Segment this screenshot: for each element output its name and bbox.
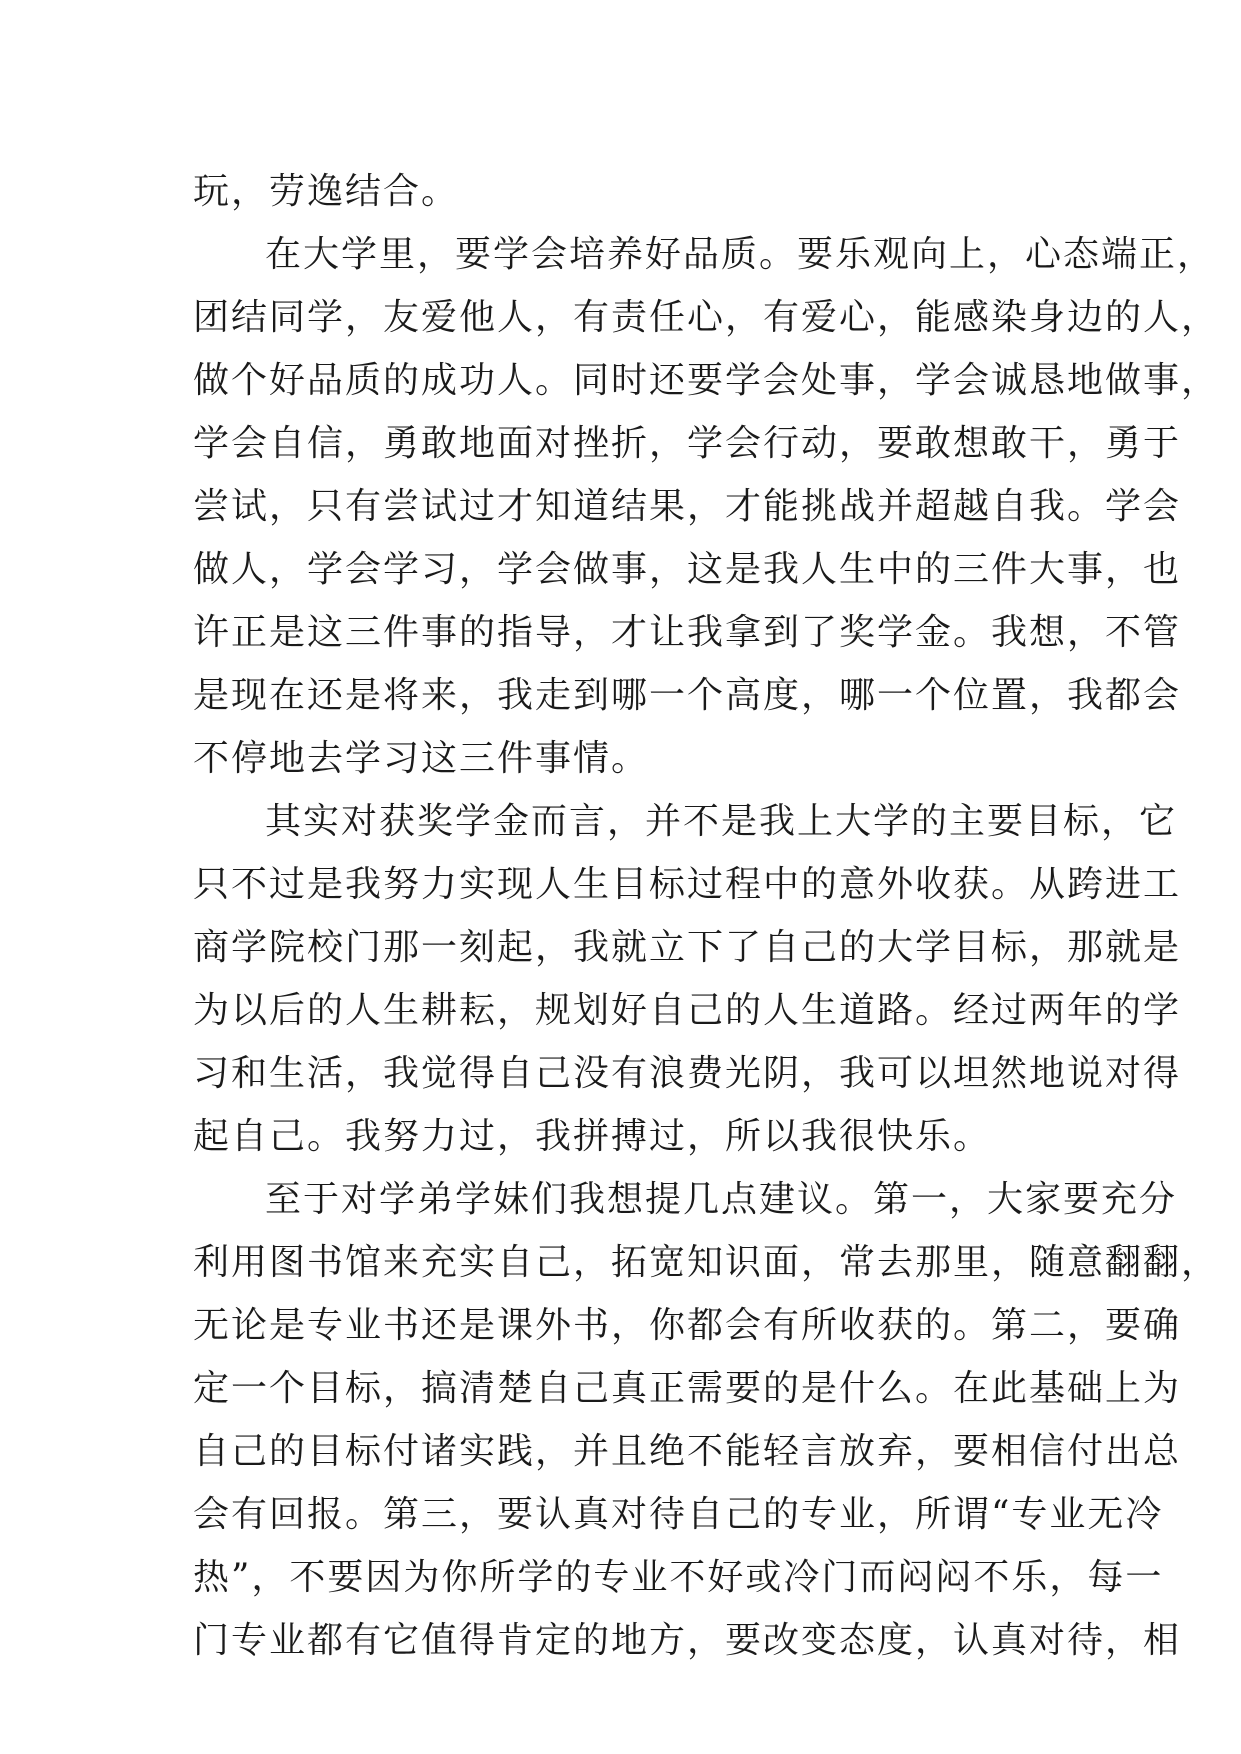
text-line: 习和生活，我觉得自己没有浪费光阴，我可以坦然地说对得 [193,1053,1182,1094]
text-line: 至于对学弟学妹们我想提几点建议。第一，大家要充分 [265,1179,1178,1220]
text-line: 商学院校门那一刻起，我就立下了自己的大学目标，那就是 [193,927,1182,968]
text-line: 在大学里，要学会培养好品质。要乐观向上，心态端正， [265,234,1216,275]
text-line: 其实对获奖学金而言，并不是我上大学的主要目标，它 [265,801,1178,842]
text-line: 许正是这三件事的指导，才让我拿到了奖学金。我想，不管 [193,612,1182,653]
text-line: 尝试，只有尝试过才知道结果，才能挑战并超越自我。学会 [193,486,1182,527]
text-line: 做人，学会学习，学会做事，这是我人生中的三件大事，也 [193,549,1182,590]
text-line: 学会自信，勇敢地面对挫折，学会行动，要敢想敢干，勇于 [193,423,1182,464]
text-line: 是现在还是将来，我走到哪一个高度，哪一个位置，我都会 [193,675,1182,716]
text-line: 自己的目标付诸实践，并且绝不能轻言放弃，要相信付出总 [193,1431,1182,1472]
text-line: 会有回报。第三，要认真对待自己的专业，所谓“专业无冷 [193,1494,1164,1535]
text-line: 做个好品质的成功人。同时还要学会处事，学会诚恳地做事， [193,360,1220,401]
text-line: 玩，劳逸结合。 [193,171,460,212]
text-line: 团结同学，友爱他人，有责任心，有爱心，能感染身边的人， [193,297,1220,338]
text-line: 只不过是我努力实现人生目标过程中的意外收获。从跨进工 [193,864,1182,905]
body-text [193,160,1220,1672]
text-line: 热”，不要因为你所学的专业不好或冷门而闷闷不乐，每一 [193,1557,1164,1598]
text-line: 起自己。我努力过，我拼搏过，所以我很快乐。 [193,1116,992,1157]
text-line: 利用图书馆来充实自己，拓宽知识面，常去那里，随意翻翻， [193,1242,1220,1283]
text-line: 为以后的人生耕耘，规划好自己的人生道路。经过两年的学 [193,990,1182,1031]
text-line: 门专业都有它值得肯定的地方，要改变态度，认真对待，相 [193,1620,1182,1661]
text-line: 无论是专业书还是课外书，你都会有所收获的。第二，要确 [193,1305,1182,1346]
text-line: 定一个目标，搞清楚自己真正需要的是什么。在此基础上为 [193,1368,1182,1409]
text-line: 不停地去学习这三件事情。 [193,738,650,779]
